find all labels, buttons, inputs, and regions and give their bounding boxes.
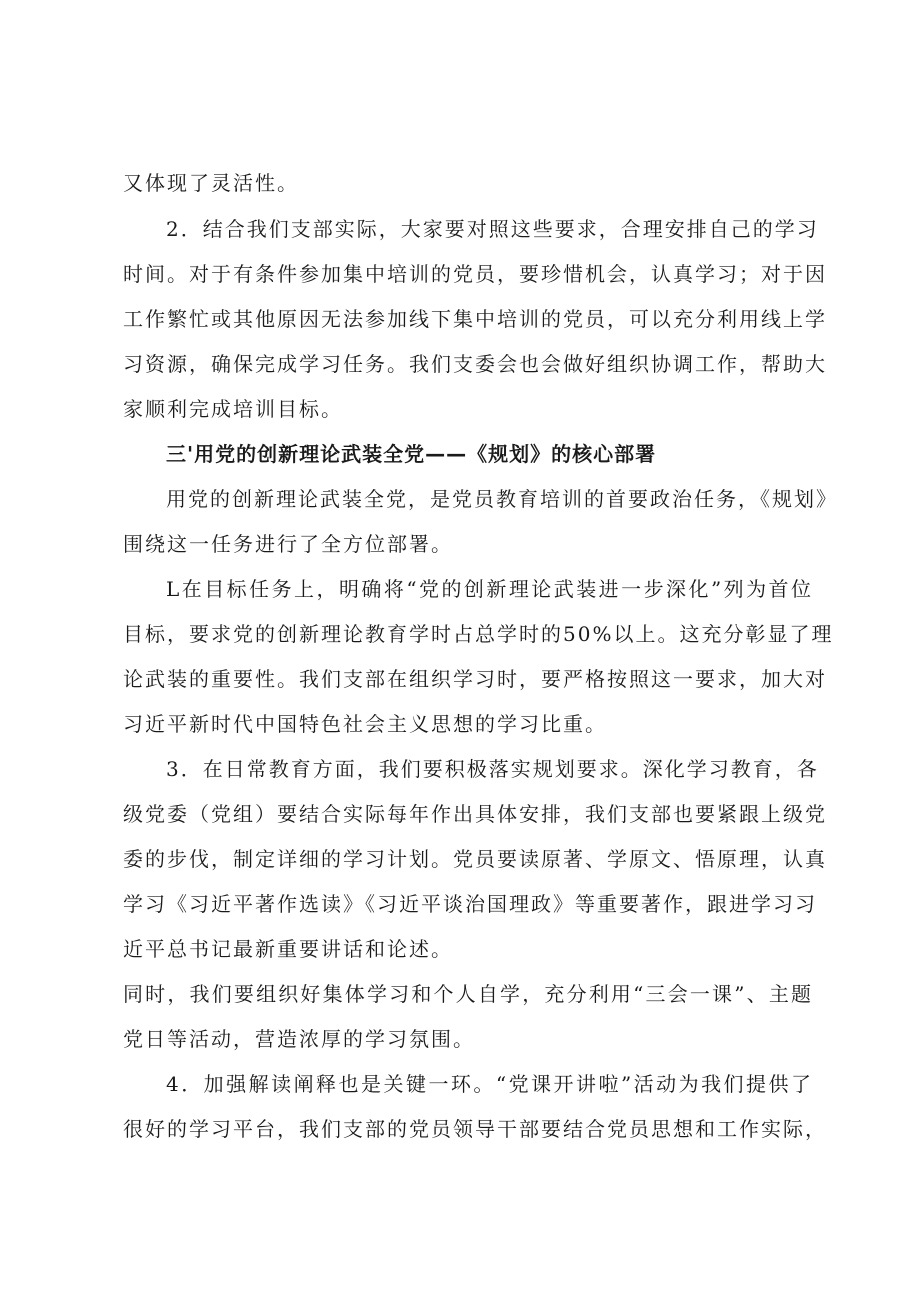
paragraph-line: 家顺利完成培训目标。 <box>123 397 343 421</box>
paragraph-line: 论武装的重要性。我们支部在组织学习时，要严格按照这一要求，加大对 <box>123 667 827 691</box>
paragraph-line: 习近平新时代中国特色社会主义思想的学习比重。 <box>123 712 607 736</box>
paragraph-line: 学习《习近平著作选读》《习近平谈治国理政》等重要著作，跟进学习习 <box>123 892 817 916</box>
paragraph-line: 4．加强解读阐释也是关键一环。“党课开讲啦”活动为我们提供了 <box>166 1072 813 1096</box>
paragraph-line: 围绕这一任务进行了全方位部署。 <box>123 532 453 556</box>
paragraph-line: 2．结合我们支部实际，大家要对照这些要求，合理安排自己的学习 <box>166 217 819 241</box>
paragraph-line: 委的步伐，制定详细的学习计划。党员要读原著、学原文、悟原理，认真 <box>123 847 827 871</box>
paragraph-line: 级党委（党组）要结合实际每年作出具体安排，我们支部也要紧跟上级党 <box>123 802 827 826</box>
paragraph-line: 很好的学习平台，我们支部的党员领导干部要结合党员思想和工作实际， <box>123 1117 827 1141</box>
paragraph-line: 用党的创新理论武装全党，是党员教育培训的首要政治任务，《规划》 <box>166 487 838 511</box>
paragraph-line: 目标，要求党的创新理论教育学时占总学时的50%以上。这充分彰显了理 <box>123 622 834 646</box>
paragraph-line: 3．在日常教育方面，我们要积极落实规划要求。深化学习教育，各 <box>166 757 819 781</box>
section-heading: 三'用党的创新理论武装全党——《规划》的核心部署 <box>166 442 657 466</box>
paragraph-line: 又体现了灵活性。 <box>123 171 299 195</box>
paragraph-line: L在目标任务上，明确将“党的创新理论武装进一步深化”列为首位 <box>166 577 813 601</box>
paragraph-line: 工作繁忙或其他原因无法参加线下集中培训的党员，可以充分利用线上学 <box>123 307 827 331</box>
paragraph-line: 时间。对于有条件参加集中培训的党员，要珍惜机会，认真学习；对于因 <box>123 262 827 286</box>
paragraph-line: 习资源，确保完成学习任务。我们支委会也会做好组织协调工作，帮助大 <box>123 352 827 376</box>
paragraph-line: 近平总书记最新重要讲话和论述。 <box>123 937 453 961</box>
paragraph-line: 党日等活动，营造浓厚的学习氛围。 <box>123 1027 475 1051</box>
paragraph-line: 同时，我们要组织好集体学习和个人自学，充分利用“三会一课”、主题 <box>123 982 813 1006</box>
